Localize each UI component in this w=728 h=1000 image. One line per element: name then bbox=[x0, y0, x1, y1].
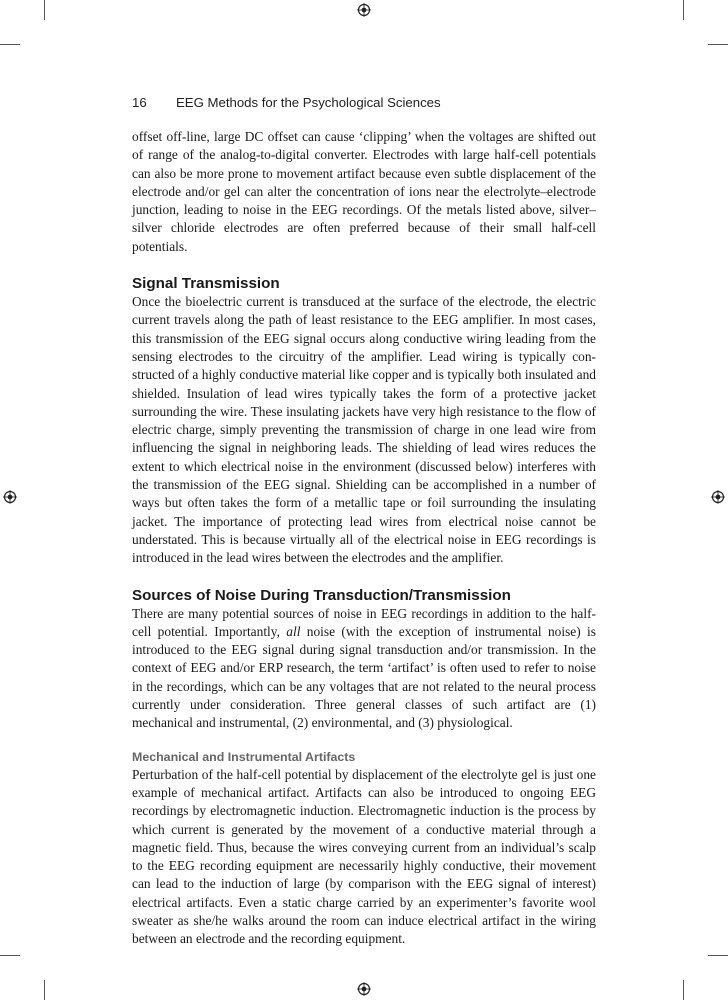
trim-mark-left-top bbox=[0, 44, 20, 45]
registration-mark-left-icon bbox=[3, 490, 17, 504]
trim-mark-left-bottom bbox=[0, 955, 20, 956]
trim-mark-top-left bbox=[44, 0, 45, 20]
trim-mark-bottom-left bbox=[44, 980, 45, 1000]
paragraph-sources-of-noise bbox=[132, 605, 596, 733]
section-heading-signal-transmission: Signal Transmission bbox=[132, 275, 280, 293]
paragraph-continued: offset off-line, large DC offset can cause ‘clipping’ when the voltages are shifted out of range of the analog-to-digital converter. Electrodes with large half-cell potentials can also be more prone to movement artifact because even subtle displacement of the electrode and/or gel can alter the concentration of ions near the electrolyte–electrode junction, leading to noise in the EEG recordings. Of the metals listed above, silver–silver chloride electrodes are often preferred because of their small half-cell potentials. bbox=[132, 129, 596, 254]
trim-mark-right-top bbox=[708, 44, 728, 45]
page-body bbox=[132, 128, 596, 949]
registration-mark-top-icon bbox=[357, 3, 371, 17]
sources-text-part-2: noise (with the exception of instrumental noise) is introduced to the EEG signal during signal transduction and/or transmission. In the context of EEG and/or ERP research, the term ‘artifact’ is often used to refer to noise in the recordings, which can be any voltages that are not related to the neural process currently under consideration. Three general classes of such artifact are (1) mechanical and instrumental, (2) environmental, and (3) physiological. bbox=[132, 623, 596, 731]
trim-mark-top-right bbox=[683, 0, 684, 20]
registration-mark-right-icon bbox=[711, 490, 725, 504]
sources-text-part-1: There are many potential sources of noise in EEG recordings in addition to the half-cell potential. Importantly, bbox=[132, 605, 596, 639]
trim-mark-bottom-right bbox=[683, 980, 684, 1000]
emphasis-all: all bbox=[286, 623, 301, 639]
paragraph-mechanical-artifacts: Perturbation of the half-cell potential by displacement of the electrolyte gel is just one example of mechanical artifact. Artifacts can also be introduced to ongoing EEG recordings by electromagnetic induction. Electromagnetic induction is the process by which current is generated by the movement of a conductive material through a magnetic field. Thus, because the wires conveying current from an individual’s scalp to the EEG recording equipment are necessarily highly conductive, their movement can lead to the induction of large (by comparison with the EEG signal of interest) electrical artifacts. Even a static charge carried by an experimenter’s favorite wool sweater as she/he walks around the room can induce electrical artifact in the wiring between an electrode and the recording equipment. bbox=[132, 766, 596, 947]
paragraph-signal-transmission: Once the bioelectric current is transduced at the surface of the electrode, the electric current travels along the path of least resistance to the EEG amplifier. In most cases, this transmission of the EEG signal occurs along conductive wiring leading from the sensing electrodes to the circuitry of the amplifier. Lead wiring is typically constructed of a highly conductive material like copper and is typically both insulated and shielded. Insulation of lead wires typically takes the form of a protective jacket surrounding the wire. These insulating jackets have very high resistance to the flow of electric charge, simply preventing the transmission of charge in one lead wire from influencing the signal in neighboring leads. The shielding of lead wires reduces the extent to which electrical noise in the environment (discussed below) interferes with the transmission of the EEG signal. Shielding can be accomplished in a number of ways but often takes the form of a metallic tape or foil surrounding the insulating jacket. The importance of protecting lead wires from electrical noise cannot be understated. This is because virtually all of the electrical noise in EEG recordings is introduced in the lead wires between the electrodes and the amplifier. bbox=[132, 294, 596, 566]
registration-mark-bottom-icon bbox=[357, 982, 371, 996]
subsection-heading-mechanical-artifacts: Mechanical and Instrumental Artifacts bbox=[132, 749, 356, 764]
section-heading-sources-of-noise: Sources of Noise During Transduction/Transmission bbox=[132, 586, 511, 604]
running-title: EEG Methods for the Psychological Sciences bbox=[176, 95, 441, 110]
trim-mark-right-bottom bbox=[708, 955, 728, 956]
page-number: 16 bbox=[132, 95, 147, 110]
running-header bbox=[132, 95, 602, 110]
